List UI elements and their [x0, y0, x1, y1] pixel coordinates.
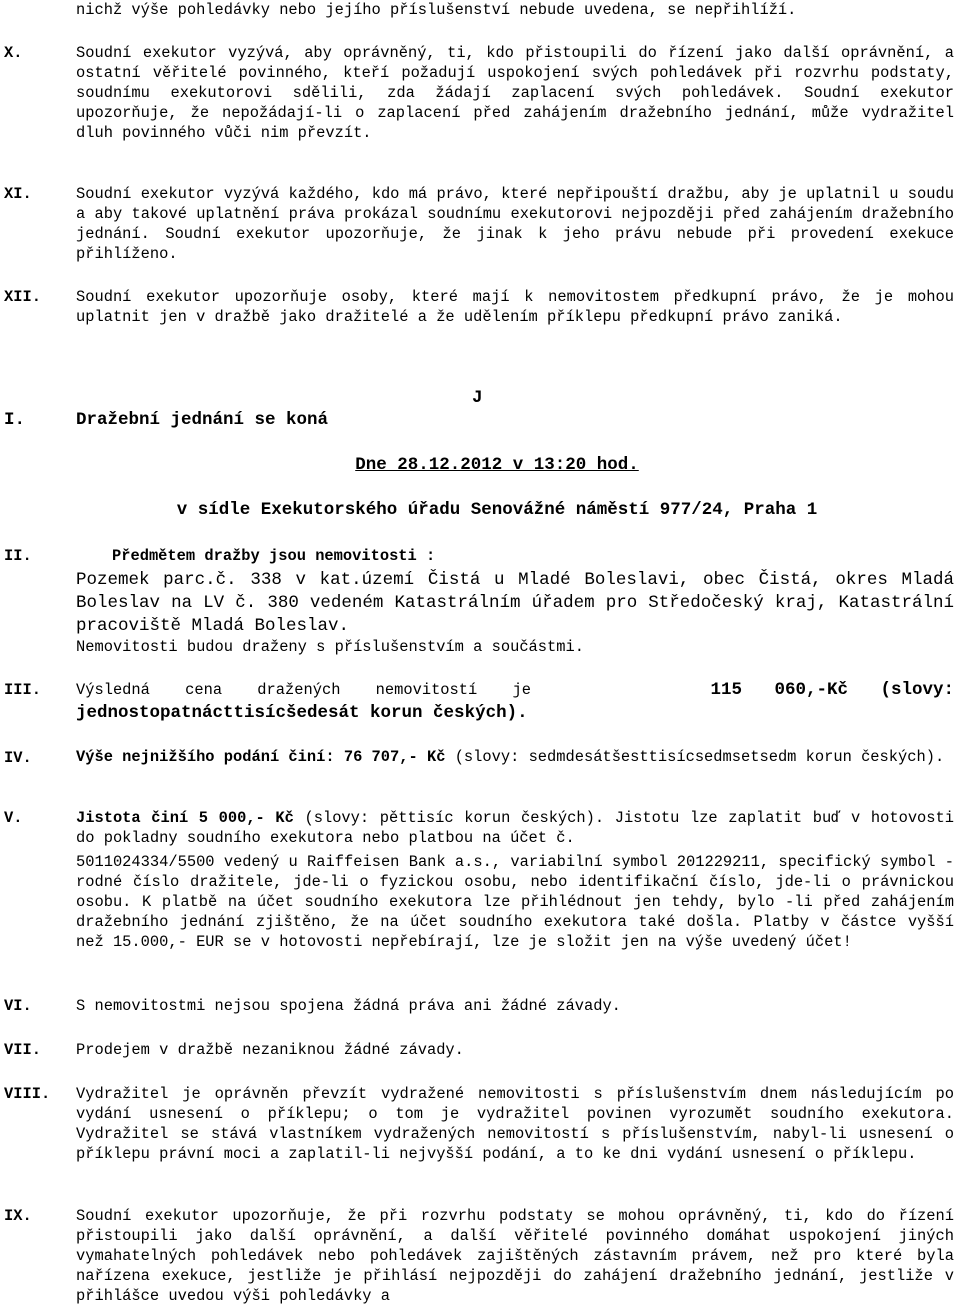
auction-place: v sídle Exekutorského úřadu Senovážné náměstí 977/24, Praha 1	[176, 500, 818, 520]
section-ix-text: Soudní exekutor upozorňuje, že při rozvrhu podstaty se mohou oprávněný, ti, kdo do řízení přistoupili jako další oprávnění, a další věřitelé povinného domáhat uspokojení jiných vymahatelných pohledávek nebo pohledávek zajištěných zástavním právem, než pro které byla nařízena exekuce, jestliže je přihlásí nejpozději do zahájení dražebního jednání, jestliže v přihlášce uvedou výši pohledávky a	[76, 1207, 954, 1305]
section-vi-text: S nemovitostmi nejsou spojena žádná práva ani žádné závady.	[76, 997, 621, 1015]
section-v-text: Jistota činí 5 000,- Kč (slovy: pěttisíc korun českých). Jistotu lze zaplatit buď v hotovosti do pokladny soudního exekutora nebo platbou na účet č. 5011024334/5500 vedený u Raiffeisen Bank a.s., variabilní symbol 201229211, specifický symbol - rodné číslo dražitele, jde-li o fyzickou osobu, nebo identifikační číslo, jde-li o právnickou osobu. K platbě na účet soudního exekutora lze přihlédnout jen tehdy, bylo -li před zahájením dražebního jednání zjištěno, že na účet soudního exekutora také došla. Platby v částce vyšší než 15.000,- EUR se v hotovosti nepřebírají, lze je složit jen na výše uvedený účet!	[76, 809, 954, 951]
section-number-iv: IV.	[4, 749, 32, 767]
top-line: nichž výše pohledávky nebo jejího příslušenství nebude uvedena, se nepřihlíží.	[76, 1, 797, 19]
section-ii-heading: Předmětem dražby jsou nemovitosti :	[112, 547, 436, 565]
letter-j: J	[472, 388, 483, 408]
section-number-vii: VII.	[4, 1041, 41, 1059]
section-iv-text: Výše nejnižšího podání činí: 76 707,- Kč (slovy: sedmdesátšesttisícsedmsetsedm korun českých).	[76, 748, 945, 766]
auction-date: Dne 28.12.2012 v 13:20 hod.	[355, 455, 639, 475]
section-number-ix: IX.	[4, 1207, 32, 1225]
section-number-iii: III.	[4, 681, 41, 699]
section-number-ii: II.	[4, 547, 32, 565]
section-xii-text: Soudní exekutor upozorňuje osoby, které mají k nemovitostem předkupní právo, že je mohou uplatnit jen v dražbě jako dražitelé a že udělením příklepu předkupní právo zaniká.	[76, 288, 954, 326]
section-number-x: X.	[4, 44, 23, 62]
section-number-i: I.	[4, 410, 26, 430]
section-ii-text: Pozemek parc.č. 338 v kat.území Čistá u Mladé Boleslavi, obec Čistá, okres Mladá Boleslav na LV č. 380 vedeném Katastrálním úřadem pro Středočeský kraj, Katastrální pracoviště Mladá Boleslav.	[76, 570, 954, 636]
section-xi-text: Soudní exekutor vyzývá každého, kdo má právo, které nepřipouští dražbu, aby je uplatnil u soudu a aby takové uplatnění práva prokázal soudnímu exekutorovi nejpozději před zahájením dražebního jednání. Soudní exekutor upozorňuje, že jinak k jeho právu nebude při provedení exekuce přihlíženo.	[76, 185, 954, 263]
section-iii-line-1: Výsledná cena dražených nemovitostí je 115 060,-Kč (slovy:	[76, 680, 954, 700]
section-i-text: Dražební jednání se koná	[76, 410, 329, 430]
section-iii-text: Výsledná cena dražených nemovitostí je 115 060,-Kč (slovy: jednostopatnácttisícšedesát korun českých).	[76, 680, 954, 723]
section-number-xi: XI.	[4, 185, 32, 203]
section-number-xii: XII.	[4, 288, 41, 306]
section-x-text: Soudní exekutor vyzývá, aby oprávněný, ti, kdo přistoupili do řízení jako další oprávnění, a ostatní věřitelé povinného, kteří požadují uspokojení svých pohledávek při rozvrhu podstaty, soudnímu exekutorovi sdělili, zda žádají zaplacení svých pohledávek. Soudní exekutor upozorňuje, že nepožádají-li o zaplacení před zahájením dražebního jednání, může vydražitel dluh povinného vůči nim převzít.	[76, 44, 954, 142]
section-viii-text: Vydražitel je oprávněn převzít vydražené nemovitosti s příslušenstvím dnem následujícím po vydání usnesení o příklepu; o tom je vydražitel povinen vyrozumět soudního exekutora. Vydražitel se stává vlastníkem vydražených nemovitostí s příslušenstvím, nabyl-li usnesení o příklepu právní moci a zaplatil-li nejvyšší podání, a to ke dni vydání usnesení o příklepu.	[76, 1085, 954, 1163]
section-ii-note: Nemovitosti budou draženy s příslušenstvím a součástmi.	[76, 638, 584, 656]
section-number-v: V.	[4, 809, 23, 827]
section-vii-text: Prodejem v dražbě nezaniknou žádné závady.	[76, 1041, 464, 1059]
section-number-vi: VI.	[4, 997, 32, 1015]
section-number-viii: VIII.	[4, 1085, 51, 1103]
